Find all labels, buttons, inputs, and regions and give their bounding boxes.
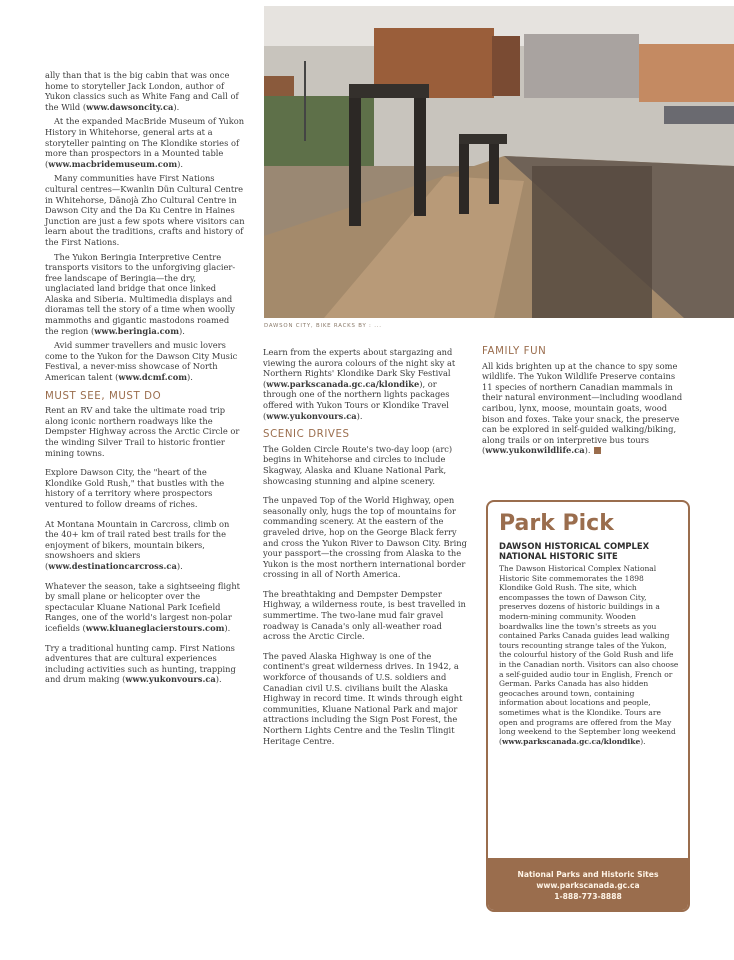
paragraph: The Yukon Beringia Interpretive Centre transports visitors to the unforgiving glacier-free landscape of Beringia—the dry, unglaciated land bridge that once linked Alaska and Siberia. Multimedia displays and dioramas tell the story of a time when woolly mammoths and gigantic mastodons roamed the region (www.beringia.com). [45, 251, 236, 336]
paragraph: Explore Dawson City, the "heart of the Klondike Gold Rush," that bustles with the history of a territory where prospectors ventured to follow dreams of riches. [45, 467, 225, 509]
photo-illustration [264, 6, 734, 318]
park-pick-title: Park Pick [499, 511, 614, 536]
column-1 [45, 70, 245, 689]
paragraph: All kids brighten up at the chance to spy some wildlife. The Yukon Wildlife Preserve contains 11 species of northern Canadian mammals in their natural environment—including woodland caribou, lynx, moose, mountain goats, wood bison and foxes. Take your snack, the preserve can be explored in self-guided walking/biking, along trails or on interpretive bus tours (www.yukonwildlife.ca). [482, 360, 683, 456]
section-heading: SCENIC DRIVES [263, 429, 350, 441]
link[interactable]: www.kluaneglacierstours.com [85, 622, 225, 633]
paragraph: At the expanded MacBride Museum of Yukon History in Whitehorse, general arts at a storyteller painting on The Klondike stories of more than prospectors in a Mounted table (www.macbridemuseum.com). [45, 116, 245, 169]
end-mark-icon [594, 447, 601, 454]
section-heading: FAMILY FUN [482, 346, 547, 357]
paragraph: The breathtaking and Dempster Dempster Highway, a wilderness route, is best travelled in summertime. The two-lane mud fair gravel roadway is Canada's only all-weather road across the Arctic Circle. [263, 588, 466, 642]
column-2 [263, 347, 467, 750]
paragraph: The Golden Circle Route's two-day loop (arc) begins in Whitehorse and circles to include Skagway, Alaska and Kluane National Park, showcasing stunning and alpine scenery. [263, 443, 453, 486]
paragraph: Many communities have First Nations cultural centres—Kwanlin Dün Cultural Centre in Whitehorse, Dänojà Zho Cultural Centre in Dawson City and the Da Ku Centre in Haines Junction are just a few spots where visitors can learn about the traditions, crafts and history of the First Nations. [45, 173, 245, 247]
link[interactable]: www.yukonwildlife.ca [485, 445, 585, 456]
footer-org: National Parks and Historic Sites [517, 870, 659, 879]
paragraph: Avid summer travellers and music lovers come to the Yukon for the Dawson City Music Festival, a never-miss showcase of North American talent (www.dcmf.com). [45, 340, 238, 383]
park-pick-text: The Dawson Historical Complex National Historic Site commemorates the 1898 Klondike Gold Rush. The site, which encompasses the town of Dawson City, preserves dozens of historic buildings in a modern-mining community. Wooden boardwalks line the town's streets as you contained Parks Canada guides lead walking tours recounting strange tales of the Yukon, the colourful history of the Gold Rush and life in the Canadian north. Visitors can also choose a self-guided audio tour in English, French or German. Parks Canada has also hidden geocaches around town, containing information about locations and people, sometimes what is the Klondike. Tours are open and programs are offered from the May long weekend to the September long weekend (www.parkscanada.gc.ca/klondike). [499, 564, 679, 746]
paragraph: At Montana Mountain in Carcross, climb on the 40+ km of trail rated best trails for the enjoyment of bikers, mountain bikers, snowshoers and skiers (www.destinationcarcross.ca). [45, 518, 230, 571]
footer-phone: 1-888-773-8888 [554, 892, 622, 901]
link[interactable]: www.dcmf.com [118, 372, 188, 383]
section-heading: MUST SEE, MUST DO [45, 390, 162, 402]
paragraph: The paved Alaska Highway is one of the continent's great wilderness drives. In 1942, a workforce of thousands of U.S. soldiers and Canadian civil U.S. civilians built the Alaska Highway in record time. It winds through eight communities, Kluane National Park and major attractions including the Sign Post Forest, the Northern Lights Centre and the Teslin Tlingit Heritage Centre. [263, 650, 463, 746]
footer-website[interactable]: www.parkscanada.gc.ca [536, 881, 640, 890]
column-3 [482, 347, 687, 460]
paragraph: The unpaved Top of the World Highway, open seasonally only, hugs the top of mountains for commanding scenery. At the eastern of the graveled drive, hop on the George Black ferry and cross the Yukon River to Dawson City. Bring your passport—the crossing from Alaska to the Yukon is the most northern international border crossing in all of North America. [263, 495, 467, 580]
park-pick-subtitle: DAWSON HISTORICAL COMPLEX NATIONAL HISTORIC SITE [499, 541, 650, 561]
paragraph: Learn from the experts about stargazing and viewing the aurora colours of the night sky at Northern Rights' Klondike Dark Sky Festival (www.parkscanada.gc.ca/klondike), or through one of the northern lights packages offered with Yukon Tours or Klondike Travel (www.yukonvours.ca). [263, 347, 456, 421]
link[interactable]: www.parkscanada.gc.ca/klondike [266, 378, 420, 389]
park-pick-footer [488, 858, 688, 910]
paragraph: ally than that is the big cabin that was once home to storyteller Jack London, author of Yukon classics such as White Fang and Call of the Wild (www.dawsoncity.ca). [45, 70, 239, 112]
link[interactable]: www.parkscanada.gc.ca/klondike [501, 736, 641, 746]
link[interactable]: www.beringia.com [94, 325, 179, 336]
photo-caption: DAWSON CITY, BIKE RACKS BY : ... [264, 323, 382, 329]
paragraph: Try a traditional hunting camp. First Nations adventures that are cultural experiences including activities such as hunting, trapping and drum making (www.yukonvours.ca). [45, 642, 236, 685]
paragraph: Rent an RV and take the ultimate road trip along iconic northern roadways like the Dempster Highway across the Arctic Circle or the winding Silver Trail to historic frontier mining towns. [45, 405, 240, 458]
park-pick-box [486, 500, 690, 912]
link[interactable]: www.yukonvours.ca [266, 410, 357, 421]
link[interactable]: www.macbridemuseum.com [48, 158, 178, 169]
link[interactable]: www.destinationcarcross.ca [48, 560, 177, 571]
link[interactable]: www.dawsoncity.ca [86, 101, 174, 112]
link[interactable]: www.yukonvours.ca [125, 674, 216, 685]
paragraph: Whatever the season, take a sightseeing flight by small plane or helicopter over the spectacular Kluane National Park Icefield Ranges, one of the world's largest non-polar icefields (www.kluaneglacierstours.com). [45, 580, 241, 633]
photo-dawson-bike-racks [264, 6, 734, 318]
